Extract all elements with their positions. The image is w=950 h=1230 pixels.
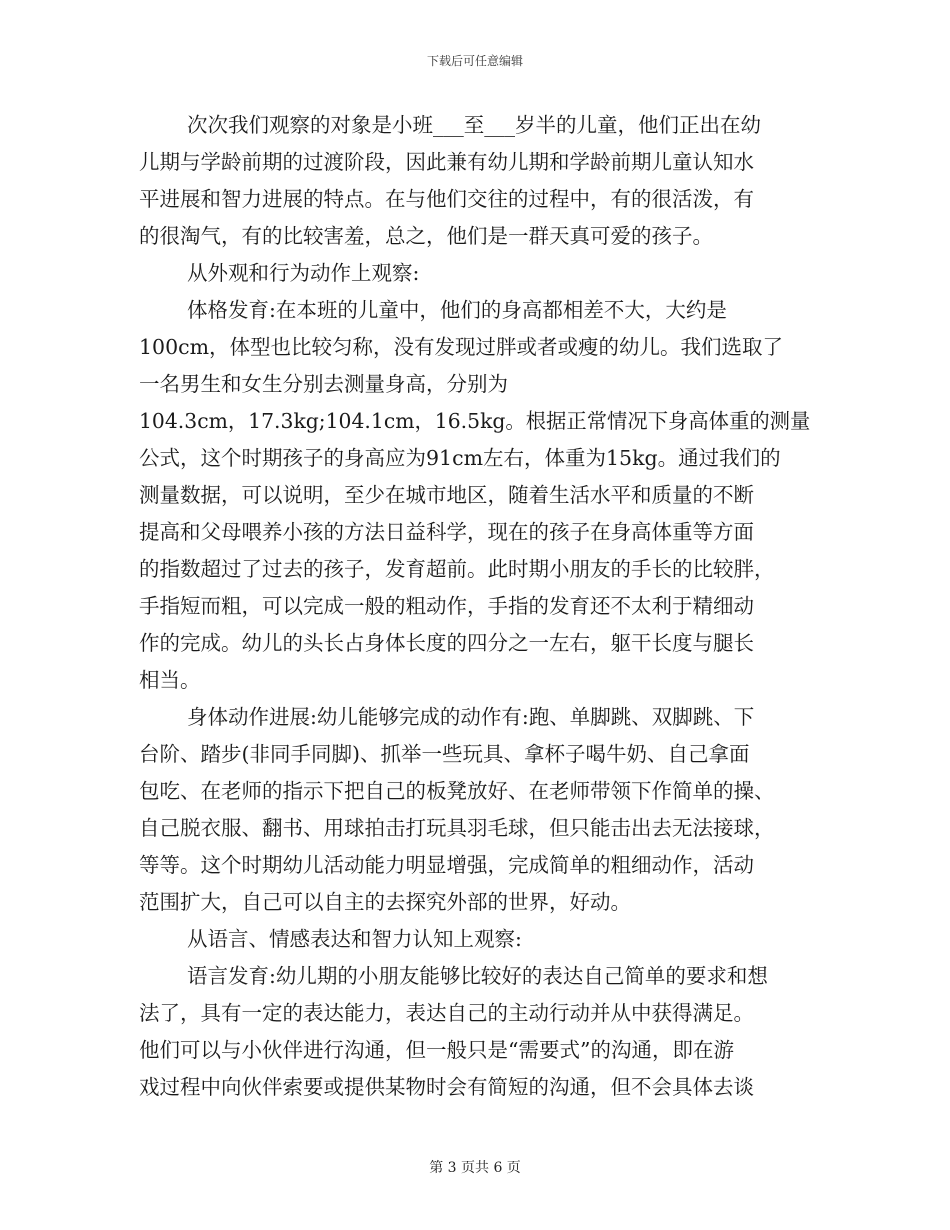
text-line: 范围扩大，自己可以自主的去探究外部的世界，好动。 (139, 890, 631, 914)
body-text (139, 107, 811, 1106)
text-line: 语言发育:幼儿期的小朋友能够比较好的表达自己简单的要求和想 (187, 964, 768, 988)
text-line: 平进展和智力进展的特点。在与他们交往的过程中，有的很活泼，有 (139, 187, 754, 211)
text-line: 戏过程中向伙伴索要或提供某物时会有简短的沟通，但不会具体去谈 (139, 1075, 754, 1099)
text-line: 的很淘气，有的比较害羞，总之，他们是一群天真可爱的孩子。 (139, 224, 713, 248)
text-line: 一名男生和女生分别去测量身高，分别为 (139, 372, 508, 396)
text-line: 手指短而粗，可以完成一般的粗动作，手指的发育还不太利于精细动 (139, 594, 754, 618)
text-line: 测量数据，可以说明，至少在城市地区，随着生活水平和质量的不断 (139, 483, 754, 507)
text-line: 等等。这个时期幼儿活动能力明显增强，完成简单的粗细动作，活动 (139, 853, 754, 877)
text-line: 自己脱衣服、翻书、用球拍击打玩具羽毛球，但只能击出去无法接球， (139, 816, 775, 840)
text-line: 身体动作进展:幼儿能够完成的动作有:跑、单脚跳、双脚跳、下 (187, 705, 755, 729)
text-line: 作的完成。幼儿的头长占身体长度的四分之一左右，躯干长度与腿长 (139, 631, 754, 655)
text-line: 他们可以与小伙伴进行沟通，但一般只是“需要式”的沟通，即在游 (139, 1038, 734, 1062)
header-note: 下载后可任意编辑 (426, 54, 523, 68)
text-line: 的指数超过了过去的孩子，发育超前。此时期小朋友的手长的比较胖， (139, 557, 775, 581)
text-line: 包吃、在老师的指示下把自己的板凳放好、在老师带领下作简单的操、 (139, 779, 775, 803)
text-line: 法了，具有一定的表达能力，表达自己的主动行动并从中获得满足。 (139, 1001, 754, 1025)
text-line: 体格发育:在本班的儿童中，他们的身高都相差不大，大约是 (187, 298, 727, 322)
text-line: 台阶、踏步(非同手同脚)、抓举一些玩具、拿杯子喝牛奶、自己拿面 (139, 742, 750, 766)
text-line: 100cm，体型也比较匀称，没有发现过胖或者或瘦的幼儿。我们选取了 (139, 335, 784, 359)
text-line: 从外观和行为动作上观察: (187, 261, 420, 285)
text-line: 公式，这个时期孩子的身高应为91cm左右，体重为15kg。通过我们的 (139, 446, 781, 470)
text-line: 次次我们观察的对象是小班___至___岁半的儿童，他们正出在幼 (187, 113, 761, 137)
text-line: 提高和父母喂养小孩的方法日益科学，现在的孩子在身高体重等方面 (139, 520, 754, 544)
text-line: 儿期与学龄前期的过渡阶段，因此兼有幼儿期和学龄前期儿童认知水 (139, 150, 754, 174)
page-number: 第 3 页共 6 页 (429, 1160, 521, 1176)
text-line: 相当。 (139, 668, 201, 692)
text-line: 从语言、情感表达和智力认知上观察: (187, 927, 522, 951)
text-line: 104.3cm，17.3kg;104.1cm，16.5kg。根据正常情况下身高体重的测量 (139, 409, 811, 433)
